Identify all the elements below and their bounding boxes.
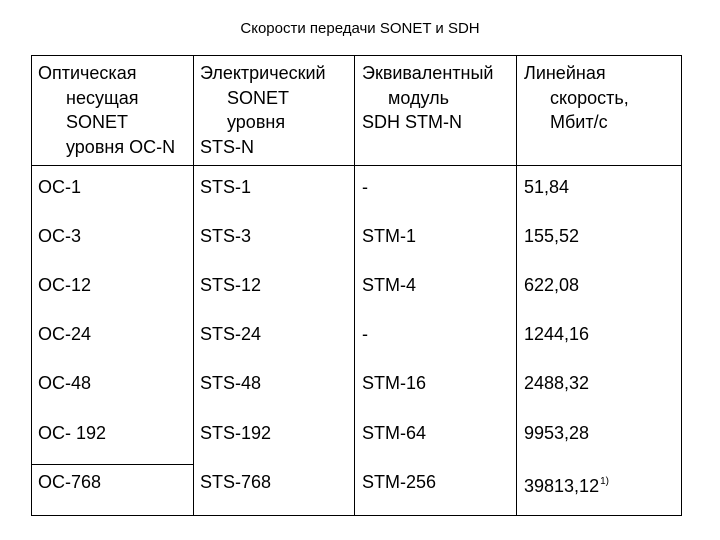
header-line: Мбит/с bbox=[550, 112, 608, 132]
header-line: уровня bbox=[227, 112, 286, 132]
table-cell: OC-1 bbox=[38, 177, 82, 197]
header-line: Линейная bbox=[524, 63, 606, 83]
header-line: несущая bbox=[66, 87, 139, 108]
header-line: STS-N bbox=[200, 136, 254, 157]
table-cell: STS-24 bbox=[200, 324, 262, 344]
header-line: SDH STM-N bbox=[362, 112, 462, 132]
header-line: Эквивалентный bbox=[362, 63, 494, 83]
table-cell: 155,52 bbox=[524, 226, 580, 246]
page-title: Скорости передачи SONET и SDH bbox=[240, 20, 480, 37]
table-cell: STS-12 bbox=[200, 275, 262, 295]
column-divider bbox=[516, 56, 517, 515]
table-cell: STM-4 bbox=[362, 275, 416, 295]
header-sdh-module bbox=[362, 61, 493, 135]
table-cell: STS-48 bbox=[200, 373, 262, 393]
column-divider bbox=[354, 56, 355, 515]
header-line: скорость, bbox=[550, 87, 629, 108]
table-cell: OC- 192 bbox=[38, 423, 107, 443]
table-cell: 2488,32 bbox=[524, 373, 590, 393]
table-cell: STS-192 bbox=[200, 423, 272, 443]
header-line: Оптическая bbox=[38, 63, 137, 83]
header-line-rate bbox=[524, 61, 629, 135]
header-electrical-sonet bbox=[200, 61, 326, 159]
header-line: модуль bbox=[388, 87, 449, 108]
table-cell: 51,84 bbox=[524, 177, 570, 197]
footnote-mark: 1) bbox=[600, 476, 609, 487]
table-cell: STM-1 bbox=[362, 226, 416, 246]
table-cell: OC-12 bbox=[38, 275, 92, 295]
table-cell: STM-256 bbox=[362, 472, 437, 492]
table-cell: OC-48 bbox=[38, 373, 92, 393]
header-line: SONET bbox=[227, 87, 290, 108]
row-divider bbox=[32, 464, 194, 465]
table-cell: OC-24 bbox=[38, 324, 92, 344]
header-line: SONET bbox=[66, 112, 129, 132]
table-cell: OC-768 bbox=[38, 472, 102, 492]
table-cell: OC-3 bbox=[38, 226, 82, 246]
table-cell: STM-64 bbox=[362, 423, 427, 443]
header-line: уровня OC-N bbox=[66, 136, 176, 157]
line-rate-value: 39813,12 bbox=[524, 476, 600, 496]
table-cell: - bbox=[362, 324, 368, 344]
table-cell: STS-1 bbox=[200, 177, 252, 197]
table-cell: - bbox=[362, 177, 368, 197]
header-line: Электрический bbox=[200, 63, 326, 83]
sonet-sdh-table bbox=[31, 55, 682, 516]
header-optical-carrier bbox=[38, 61, 175, 159]
header-divider bbox=[32, 165, 681, 166]
table-cell: 622,08 bbox=[524, 275, 580, 295]
table-cell: STM-16 bbox=[362, 373, 427, 393]
table-cell: 1244,16 bbox=[524, 324, 590, 344]
table-cell: 9953,28 bbox=[524, 423, 590, 443]
table-cell bbox=[524, 470, 609, 498]
table-cell: STS-768 bbox=[200, 472, 272, 492]
table-cell: STS-3 bbox=[200, 226, 252, 246]
column-divider bbox=[193, 56, 194, 515]
